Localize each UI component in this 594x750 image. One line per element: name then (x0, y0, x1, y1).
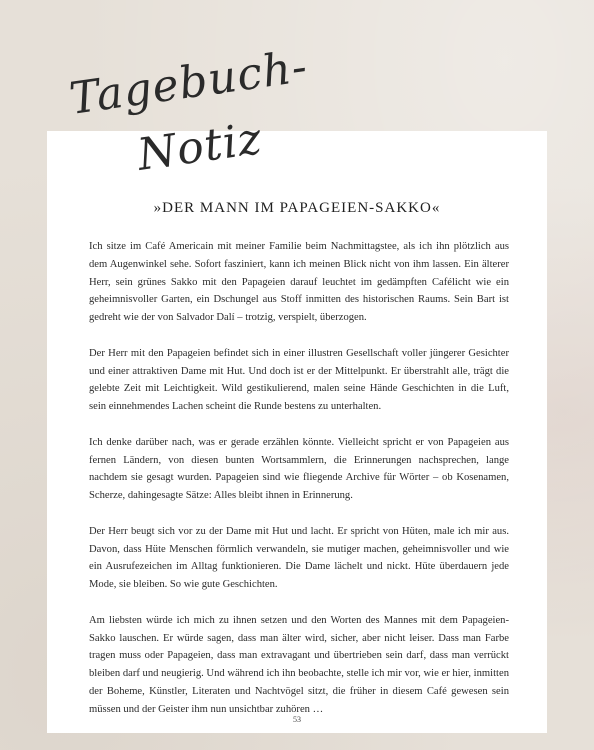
paragraph-2: Der Herr mit den Papageien befindet sich in einer illustren Gesellschaft voller jüngerer Gesichter und einer attraktiven Dame mit Hut. Und doch ist er der Mittelpunkt. Er überstrahlt alle, trägt die gelebte Zeit mit Leichtigkeit. Wild gestikulierend, malen seine Hände Geschichten in die Luft, sein einnehmendes Lachen scheint die Runde bestens zu unterhalten. (89, 347, 509, 413)
diary-note-heading (66, 41, 311, 182)
article-title: »DER MANN IM PAPAGEIEN-SAKKO« (153, 200, 441, 216)
page-number: 53 (293, 715, 301, 724)
script-heading-graphic (66, 41, 311, 182)
article-body (89, 238, 509, 736)
paragraph-1: Ich sitze im Café Americain mit meiner Familie beim Nachmittagstee, als ich ihn plötzlich aus dem Augenwinkel sehe. Sofort fasziniert, kann ich meinen Blick nicht von ihm lassen. Ein älterer Herr, sein grünes Sakko mit den Papageien darauf leuchtet im gedämpften Cafélicht wie ein geheimnisvoller Garten, ein Dschungel aus Stoff inmitten des historischen Raums. Sein Bart ist gedreht wie der von Salvador Dalí – trotzig, verspielt, überzogen. (89, 241, 509, 324)
paragraph-4: Der Herr beugt sich vor zu der Dame mit Hut und lacht. Er spricht von Hüten, male ich mir aus. Davon, dass Hüte Menschen förmlich verwandeln, sie mutiger machen, geheimnisvoller und wie ein Ausrufezeichen im Alltag funktionieren. Die Dame lächelt und nickt. Hüte überdauern jede Mode, sie bleiben. So wie gute Geschichten. (89, 525, 509, 591)
heading-line1: Tagebuch- (66, 41, 311, 125)
paragraph-3: Ich denke darüber nach, was er gerade erzählen könnte. Vielleicht spricht er von Papageien aus fernen Ländern, von diesen bunten Wortsammlern, die Erinnerungen nachsprechen, lange nachdem sie gesagt wurden. Papageien sind wie fliegende Archive für Wörter – ob Kosenamen, Scherze, dahingesagte Sätze: Alles bleibt ihnen in Erinnerung. (89, 436, 509, 502)
heading-line2: Notiz (134, 113, 266, 181)
paragraph-5: Am liebsten würde ich mich zu ihnen setzen und den Worten des Mannes mit dem Papageien-Sakko lauschen. Er würde sagen, dass man älter wird, sicher, aber nicht leiser. Dass man Farbe tragen muss oder Papageien, dass man extravagant und übertrieben sein darf, dass man verrückt bleiben darf und neugierig. Und während ich ihn beobachte, stelle ich mir vor, wie er hier, inmitten der Boheme, Künstler, Literaten und Nachtvögel sitzt, die früher in diesem Café gewesen sein müssen und der Geister ihm nun unsichtbar zuhören … (89, 614, 509, 715)
